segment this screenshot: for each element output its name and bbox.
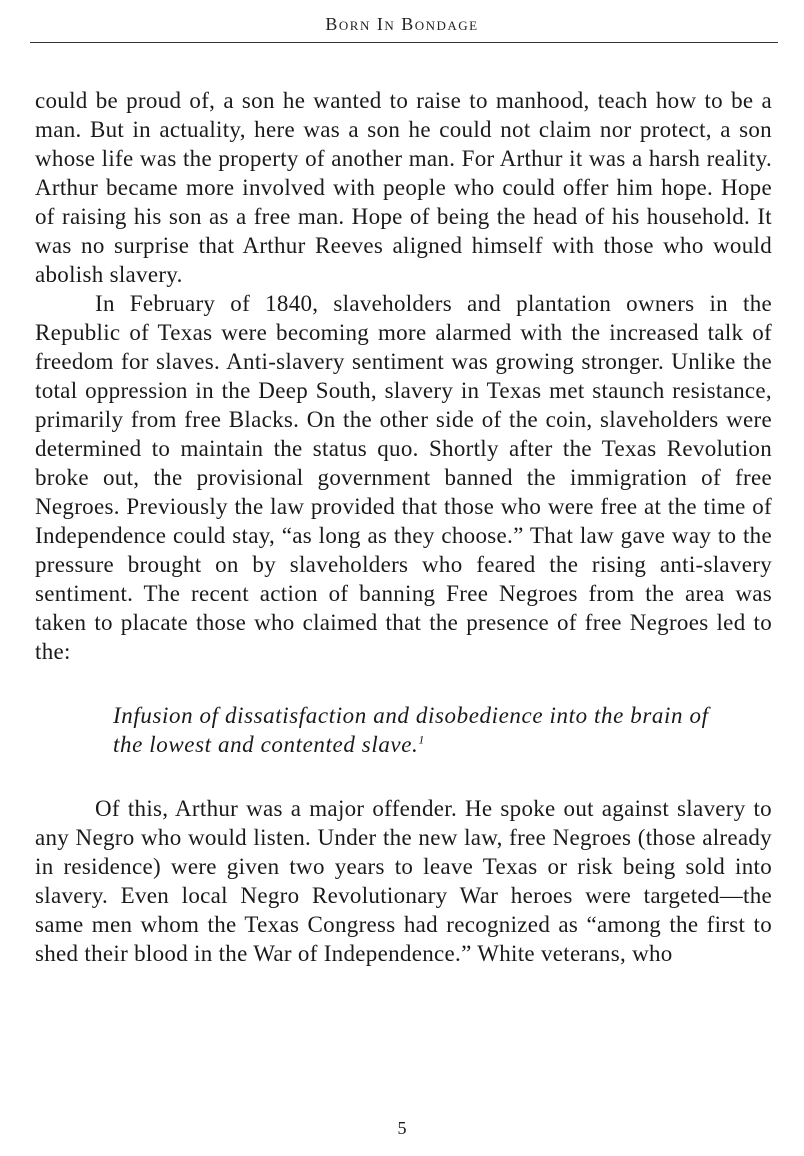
body-text (35, 86, 772, 968)
header-rule (30, 42, 778, 43)
block-quote-text: Infusion of dissatisfaction and disobedience into the brain of the lowest and contented slave. (113, 703, 709, 757)
paragraph-2: In February of 1840, slaveholders and plantation owners in the Republic of Texas were becoming more alarmed with the increased talk of freedom for slaves. Anti-slavery sentiment was growing stronger. Unlike the total oppression in the Deep South, slavery in Texas met staunch resistance, primarily from free Blacks. On the other side of the coin, slaveholders were determined to maintain the status quo. Shortly after the Texas Revolution broke out, the provisional government banned the immigration of free Negroes. Previously the law provided that those who were free at the time of Independence could stay, “as long as they choose.” That law gave way to the pressure brought on by slaveholders who feared the rising anti-slavery sentiment. The recent action of banning Free Negroes from the area was taken to placate those who claimed that the presence of free Negroes led to the: (35, 291, 772, 664)
page-number: 5 (397, 1118, 407, 1138)
paragraph-3: Of this, Arthur was a major offender. He spoke out against slavery to any Negro who would listen. Under the new law, free Negroes (those already in residence) were given two years to leave Texas or risk being sold into slavery. Even local Negro Revolutionary War heroes were targeted—the same men whom the Texas Congress had recognized as “among the first to shed their blood in the War of Independence.” White veterans, who (35, 796, 772, 966)
footnote-marker: 1 (418, 732, 426, 747)
running-head: Born In Bondage (325, 14, 479, 34)
block-quote (113, 701, 713, 759)
paragraph-1: could be proud of, a son he wanted to raise to manhood, teach how to be a man. But in actuality, here was a son he could not claim nor protect, a son whose life was the property of another man. For Arthur it was a harsh reality. Arthur became more involved with people who could offer him hope. Hope of raising his son as a free man. Hope of being the head of his household. It was no surprise that Arthur Reeves aligned himself with those who would abolish slavery. (35, 88, 772, 287)
